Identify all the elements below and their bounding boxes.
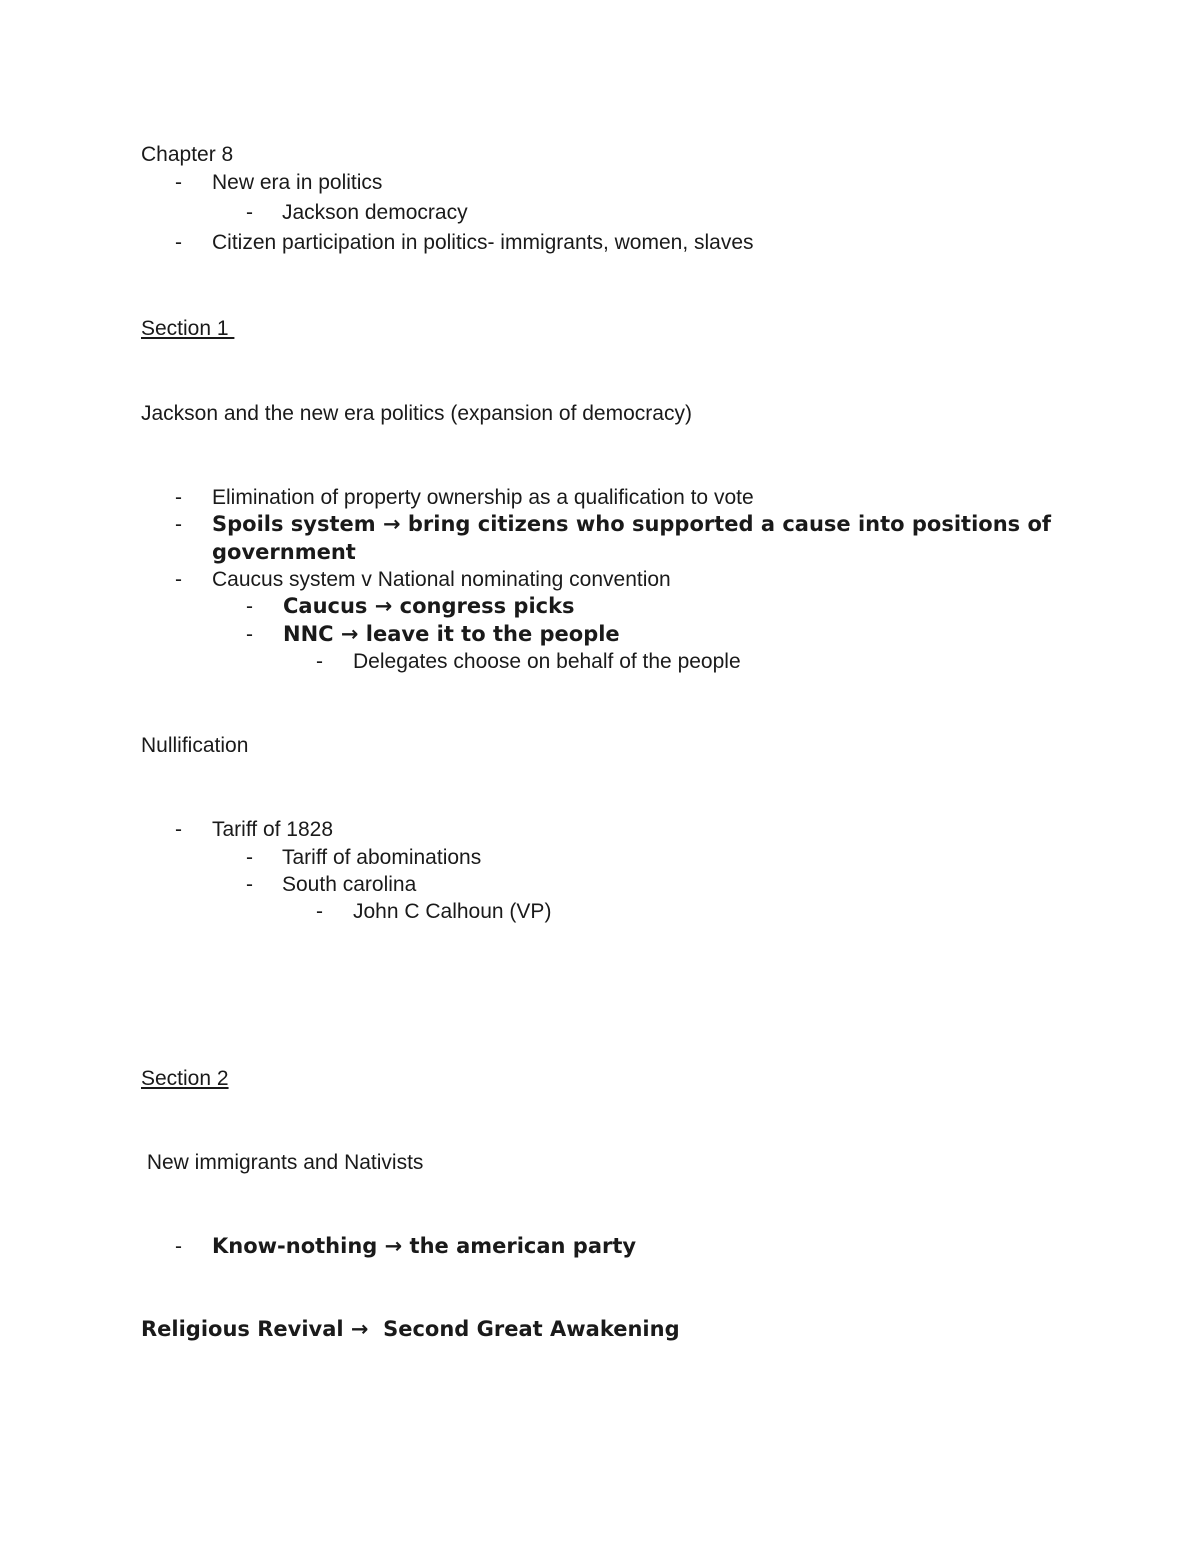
bullet-dash: -: [316, 650, 323, 673]
bullet-dash: -: [175, 568, 182, 591]
topic-title: New immigrants and Nativists: [141, 1151, 424, 1174]
list-item: South carolina: [282, 873, 417, 896]
list-item: Jackson democracy: [282, 201, 468, 224]
list-item: Spoils system → bring citizens who supported a cause into positions of: [212, 512, 1052, 536]
list-item: Elimination of property ownership as a qualification to vote: [212, 486, 754, 509]
bullet-dash: -: [246, 846, 253, 869]
list-item: NNC → leave it to the people: [283, 622, 620, 646]
bullet-dash: -: [175, 1235, 182, 1258]
list-item: John C Calhoun (VP): [353, 900, 552, 923]
list-item: New era in politics: [212, 171, 383, 194]
bullet-dash: -: [246, 201, 253, 224]
bullet-dash: -: [316, 900, 323, 923]
list-item: Delegates choose on behalf of the people: [353, 650, 741, 673]
section-heading: Section 2: [141, 1067, 229, 1090]
chapter-title: Chapter 8: [141, 143, 234, 166]
topic-title: Jackson and the new era politics (expansion of democracy): [141, 402, 692, 425]
bullet-dash: -: [175, 513, 182, 536]
bullet-dash: -: [175, 818, 182, 841]
list-item: Tariff of abominations: [282, 846, 482, 869]
list-item-continuation: government: [212, 540, 356, 564]
bullet-dash: -: [175, 231, 182, 254]
revival-line: Religious Revival → Second Great Awakening: [141, 1317, 680, 1341]
topic-title: Nullification: [141, 734, 249, 757]
bullet-dash: -: [175, 171, 182, 194]
list-item: Citizen participation in politics- immigrants, women, slaves: [212, 231, 754, 254]
bullet-dash: -: [246, 873, 253, 896]
list-item: Tariff of 1828: [212, 818, 334, 841]
bullet-dash: -: [246, 623, 253, 646]
bullet-dash: -: [246, 595, 253, 618]
bullet-dash: -: [175, 486, 182, 509]
list-item: Caucus system v National nominating convention: [212, 568, 671, 591]
list-item: Know-nothing → the american party: [212, 1234, 637, 1258]
section-heading: Section 1: [141, 317, 235, 340]
list-item: Caucus → congress picks: [283, 594, 575, 618]
